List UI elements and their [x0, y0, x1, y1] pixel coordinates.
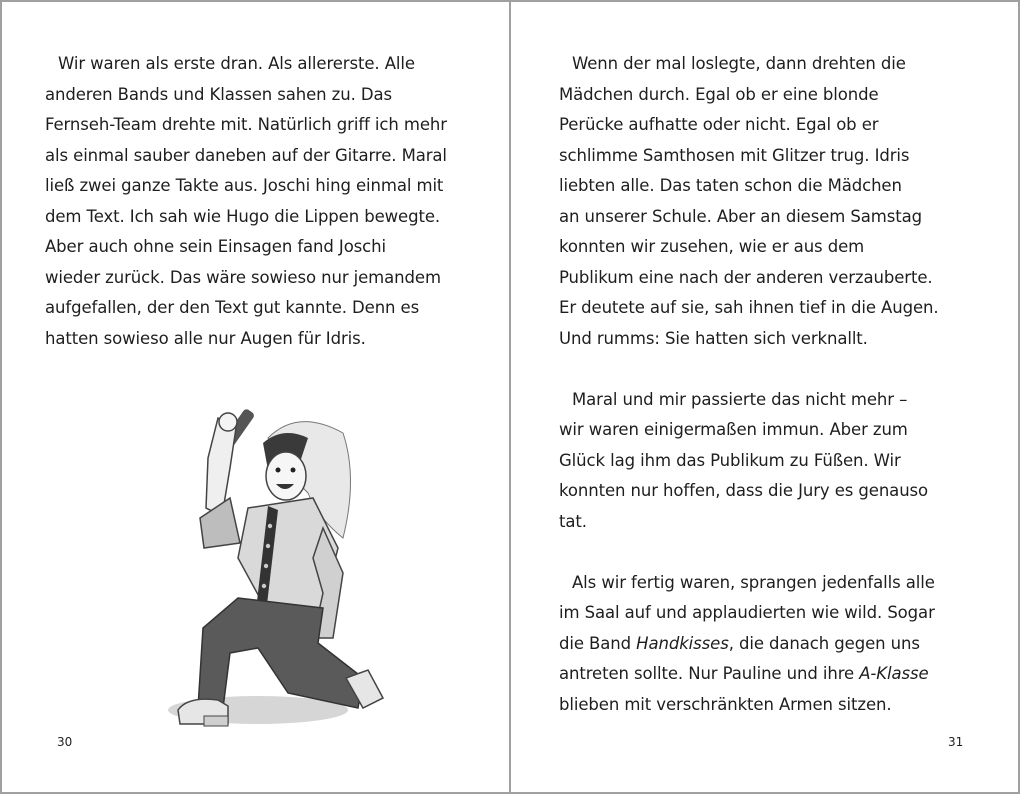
text-line: [559, 629, 939, 660]
singer-illustration: [118, 398, 388, 738]
text-line: hatten sowieso alle nur Augen für Idris.: [45, 328, 366, 348]
text-line: tat.: [559, 511, 587, 531]
text-line: Perücke aufhatte oder nicht. Egal ob er: [559, 115, 879, 134]
text-line: [559, 659, 939, 690]
page-number-right: 31: [948, 735, 964, 749]
text-line: anderen Bands und Klassen sahen zu. Das: [45, 84, 393, 104]
text-line: aufgefallen, der den Text gut kannte. Denn es: [45, 298, 420, 317]
text-line: Wir waren als erste dran. Als allererste. Alle: [58, 54, 415, 73]
text-line: Wenn der mal loslegte, dann drehten die: [572, 54, 906, 73]
text-run: , die danach gegen uns: [728, 633, 920, 653]
text-line: konnten wir zusehen, wie er aus dem: [559, 237, 865, 256]
text-line: im Saal auf und applaudierten wie wild. Sogar: [559, 603, 935, 622]
text-line: Publikum eine nach der anderen verzauberte.: [559, 267, 933, 287]
text-line: dem Text. Ich sah wie Hugo die Lippen bewegte.: [45, 206, 441, 226]
text-line: an unserer Schule. Aber an diesem Samstag: [559, 206, 923, 226]
text-line: Aber auch ohne sein Einsagen fand Joschi: [45, 237, 386, 256]
right-page: [511, 0, 1020, 794]
text-line: Und rumms: Sie hatten sich verknallt.: [559, 328, 868, 348]
text-line: liebten alle. Das taten schon die Mädchen: [559, 176, 902, 195]
left-page: [0, 0, 509, 794]
text-line: Glück lag ihm das Publikum zu Füßen. Wir: [559, 450, 901, 470]
paragraph-gap: [559, 537, 939, 568]
text-line: schlimme Samthosen mit Glitzer trug. Idris: [559, 145, 910, 165]
left-page-text: [45, 49, 447, 354]
text-line: blieben mit verschränkten Armen sitzen.: [559, 694, 892, 714]
text-line: wir waren einigermaßen immun. Aber zum: [559, 420, 908, 439]
text-run: die Band: [559, 633, 637, 653]
right-page-text: [559, 49, 939, 720]
singer-illustration-icon: [118, 398, 388, 738]
text-line: Mädchen durch. Egal ob er eine blonde: [559, 84, 879, 104]
text-line: Er deutete auf sie, sah ihnen tief in die Augen.: [559, 298, 939, 317]
text-line: konnten nur hoffen, dass die Jury es genauso: [559, 481, 929, 500]
text-line: wieder zurück. Das wäre sowieso nur jemandem: [45, 267, 441, 287]
paragraph-gap: [559, 354, 939, 385]
class-name-italic: A-Klasse: [859, 664, 929, 683]
text-line: Fernseh-Team drehte mit. Natürlich griff ich mehr: [45, 115, 447, 134]
text-line: Als wir fertig waren, sprangen jedenfalls alle: [572, 572, 935, 592]
text-line: Maral und mir passierte das nicht mehr –: [572, 389, 908, 409]
page-number-left: 30: [57, 735, 73, 749]
text-line: als einmal sauber daneben auf der Gitarre. Maral: [45, 145, 447, 165]
text-line: ließ zwei ganze Takte aus. Joschi hing einmal mit: [45, 176, 444, 195]
band-name-italic: Handkisses: [636, 633, 729, 653]
text-run: antreten sollte. Nur Pauline und ihre: [559, 664, 860, 683]
